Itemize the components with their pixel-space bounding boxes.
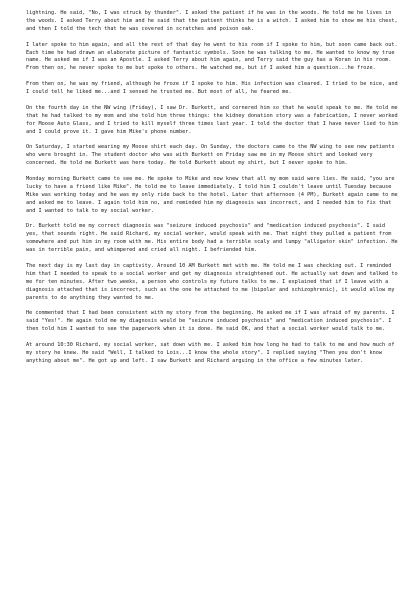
paragraph-1: lightning. He said, "No, I was struck by thunder". I asked the patient if he was in the woods. He told me he lives in the woods. I asked Terry about him and he said that the patient thinks he is a witch. I asked him to show me his chest, and then I told the tech that he was covered in scratches and poison oak. xyxy=(26,10,398,32)
paragraph-8: The next day is my last day in captivity. Around 10 AM Burkett met with me. He told me I was checking out. I reminded him that I needed to speak to a social worker and get my diagnosis straightened out. He actually sat down and talked to me for ten minutes. After two weeks, a person who controls my future talks to me. I explained that if I leave with a diagnosis attached that is incorrect, such as the one he attached to me (bipolar and schizophrenic), it would allow my parents to do anything they wanted to me. xyxy=(26,262,398,301)
paragraph-7: Dr. Burkett told me my correct diagnosis was "seizure induced psychosis" and "medication induced psychosis". I said yes, that sounds right. He said Richard, my social worker, would speak with me. That night they pulled a patient from somewhere and put him in my room with me. His entire body had a terrible scaly and lumpy "alligator skin" infection. He was in terrible pain, and whimpered and cried all night. I befriended him. xyxy=(26,223,398,254)
paragraph-5: On Saturday, I started wearing my Moose shirt each day. On Sunday, the doctors came to the NW wing to see new patients who were brought in. The student doctor who was with Burkett on Friday saw me in my Moose shirt and looked very concerned. He told me Burkett was here today. He told Burkett about my shirt, but I never spoke to him. xyxy=(26,144,395,167)
paragraph-10: At around 10:30 Richard, my social worker, sat down with me. I asked him how long he had to talk to me and how much of my story he knew. He said "Well, I talked to Lois...I know the whole story". I replied saying "Then you don't know anything about me". He got up and left. I saw Burkett and Richard arguing in the office a few minutes later. xyxy=(26,341,395,364)
paragraph-4: On the fourth day in the NW wing (Friday), I saw Dr. Burkett, and cornered him so that he would speak to me. He told me that he had talked to my mom and she told him three things: the kidney donation story was a fabrication, I never worked for Moose Auto Glass, and I tried to kill myself three times last year. I told the doctor that I have never lied to him and I could prove it. I gave him Mike's phone number. xyxy=(26,104,398,135)
document-page xyxy=(26,10,400,374)
paragraph-6: Monday morning Burkett came to see me. He spoke to Mike and now knew that all my mom said were lies. He said, "you are lucky to have a friend like Mike". He told me to leave immediately. I told him I couldn't leave until Tuesday because Mike was working today and he was my only ride back to the hotel. Later that afternoon (4 PM), Burkett again came to me and asked me to leave. I again told him no, and reminded him my diagnosis was incorrect, and I needed him to fix that and I wanted to talk to my social worker. xyxy=(26,175,398,214)
paragraph-9: He commented that I had been consistent with my story from the beginning. He asked me if I was afraid of my parents. I said "Yes!". He again told me my diagnosis would be "seizure induced psychosis" and "medication induced psychosis". I then told him I wanted to see the paperwork when it is done. He said OK, and that a social worker would talk to me. xyxy=(26,310,395,333)
paragraph-2: I later spoke to him again, and all the rest of that day he went to his room if I spoke to him, but soon came back out. Each time he had drawn an elaborate picture of fantastic symbols. Soon he was talking to me. He wanted to know my true name. He asked me if I was an Apostle. I asked Terry about him again, and Terry said the guy has a Koran in his room. From then on, he never spoke to me but spoke to others. He watched me, but if I asked him a question...he froze. xyxy=(26,41,398,72)
paragraph-3: From then on, he was my friend, although he froze if I spoke to him. His infection was cleared. I tried to be nice, and I could tell he liked me...and I sensed he trusted me. But most of all, he feared me. xyxy=(26,81,398,96)
